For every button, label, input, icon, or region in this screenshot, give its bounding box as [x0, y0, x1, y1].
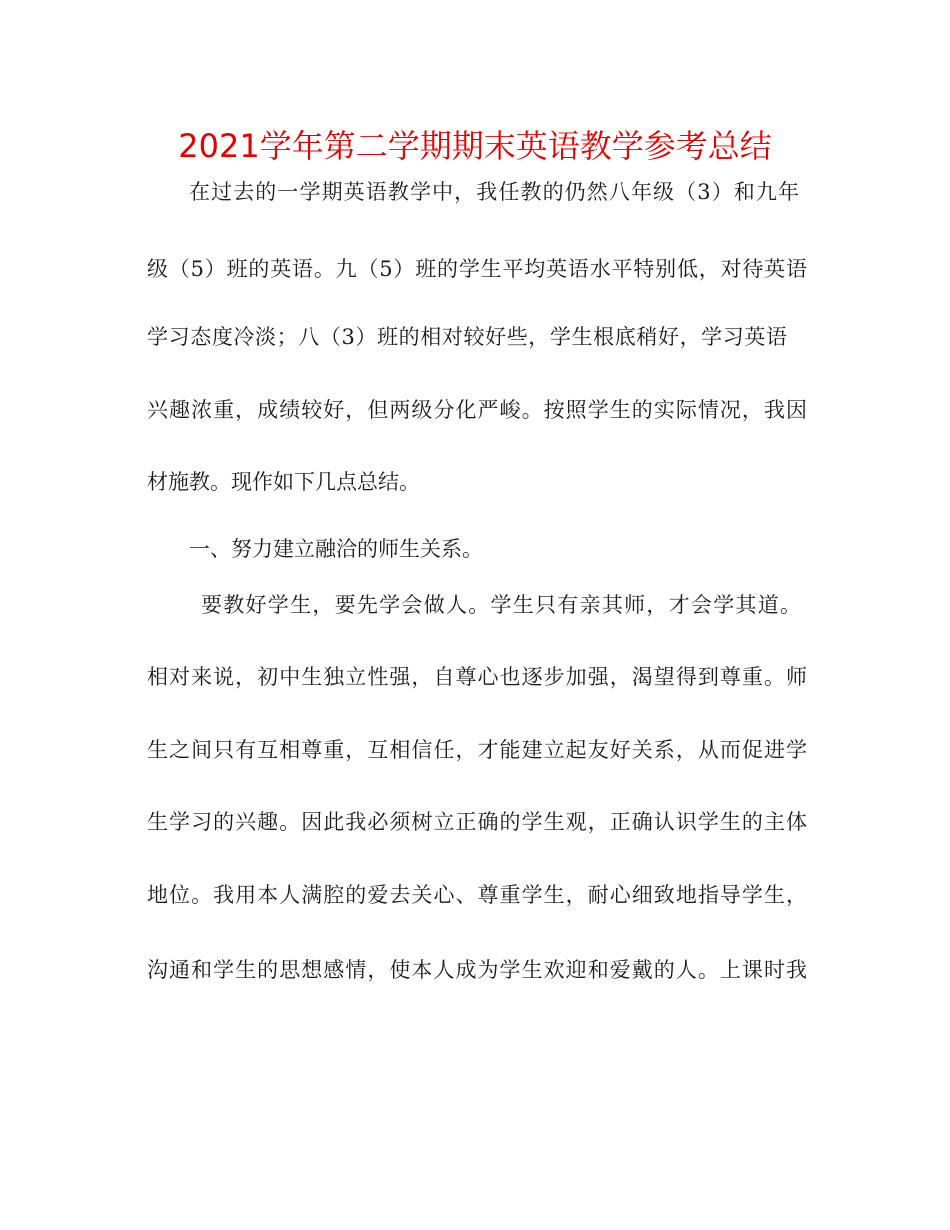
paragraph-line: 生学习的兴趣。因此我必须树立正确的学生观，正确认识学生的主体: [147, 810, 807, 834]
paragraph-line: 在过去的一学期英语教学中，我任教的仍然八年级（3）和九年: [189, 180, 799, 204]
section-heading: 一、努力建立融洽的师生关系。: [189, 537, 483, 561]
paragraph-line: 生之间只有互相尊重，互相信任，才能建立起友好关系，从而促进学: [147, 738, 807, 762]
paragraph-line: 兴趣浓重，成绩较好，但两级分化严峻。按照学生的实际情况，我因: [147, 398, 807, 422]
paragraph-line: 地位。我用本人满腔的爱去关心、尊重学生，耐心细致地指导学生，: [147, 883, 807, 907]
paragraph-line: 级（5）班的英语。九（5）班的学生平均英语水平特别低，对待英语: [147, 257, 807, 281]
document-title: 2021学年第二学期期末英语教学参考总结: [178, 127, 772, 165]
paragraph-line: 相对来说，初中生独立性强，自尊心也逐步加强，渴望得到尊重。师: [147, 665, 807, 689]
paragraph-line: 学习态度冷淡；八（3）班的相对较好些，学生根底稍好，学习英语: [147, 325, 787, 349]
paragraph-line: 材施教。现作如下几点总结。: [147, 470, 420, 494]
paragraph-line: 沟通和学生的思想感情，使本人成为学生欢迎和爱戴的人。上课时我: [147, 958, 807, 982]
paragraph-line: 要教好学生，要先学会做人。学生只有亲其师，才会学其道。: [201, 593, 801, 617]
